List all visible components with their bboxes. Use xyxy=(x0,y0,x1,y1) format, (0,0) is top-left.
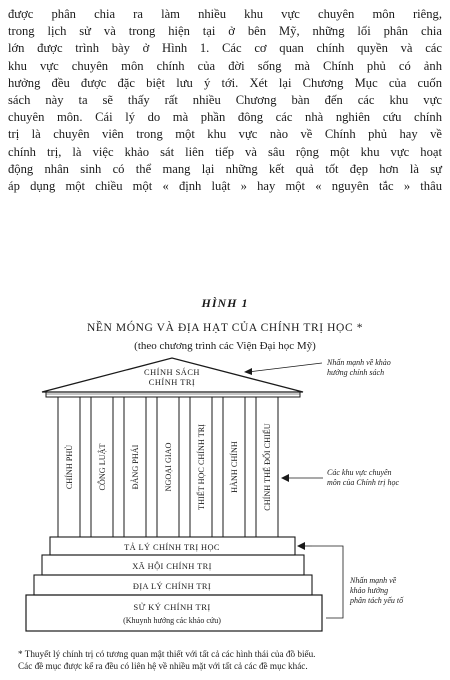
column-label: CHÍNH THỂ ĐỐI CHIẾU xyxy=(263,423,272,511)
annotation-middle xyxy=(281,468,399,487)
pediment-text: CHÍNH SÁCH xyxy=(144,368,200,377)
annotation-text: môn của Chính trị học xyxy=(327,478,399,487)
paragraph-line: hưởng đều được đặc biệt lưu ý tới. Xét lại Chương Mục của cuốn xyxy=(8,75,442,90)
base-label: SỬ KÝ CHÍNH TRỊ xyxy=(133,602,211,612)
annotation-text: phân tách yếu tố xyxy=(350,596,404,605)
paragraph-line: được phân chia ra làm nhiều khu vực chuyên môn riêng, xyxy=(8,7,442,21)
footnote-line: Các đề mục được kể ra đều có liên hệ về nhiều mặt với tất cả các đề mục khác. xyxy=(18,661,308,671)
annotation-bottom xyxy=(297,542,404,618)
step-label: XÃ HỘI CHÍNH TRỊ xyxy=(132,562,212,571)
base-sublabel: (Khuynh hướng các khảo cứu) xyxy=(123,616,221,625)
figure-label: HÌNH 1 xyxy=(201,296,249,310)
paragraph-line: trị là chuyên viên trong một khu vực nào về Chính phủ hay về xyxy=(8,127,442,142)
annotation-text: Nhấn mạnh về xyxy=(350,576,397,585)
figure-title: NỀN MÓNG VÀ ĐỊA HẠT CỦA CHÍNH TRỊ HỌC * xyxy=(86,322,364,334)
column-label: HÀNH CHÍNH xyxy=(230,441,239,493)
paragraph-line: khu vực chuyên môn chính của đời sống mà Chính phủ có ảnh xyxy=(8,58,442,73)
temple-diagram xyxy=(0,356,450,642)
body-paragraph xyxy=(8,6,442,195)
arrow-icon xyxy=(297,542,305,550)
paragraph-line: lớn được trình bày ở Hình 1. Các cơ quan chính quyền và các xyxy=(8,41,442,56)
column-label: ĐẢNG PHÁI xyxy=(131,444,140,490)
step-label: TẢ LÝ CHÍNH TRỊ HỌC xyxy=(124,543,220,552)
annotation-text: khảo hướng xyxy=(350,586,389,595)
paragraph-line: động nhân sinh có thể mang lại những kết quả tốt đẹp hơn là sự xyxy=(8,161,442,176)
base-block xyxy=(26,595,322,631)
paragraph-line: sách này ta sẽ thấy rất nhiều Chương bàn đến các khu vực xyxy=(8,93,442,108)
annotation-text: Các khu vực chuyên xyxy=(327,468,392,477)
columns-group xyxy=(58,397,278,537)
column-label: CÔNG LUẬT xyxy=(98,443,107,491)
paragraph-line: chính trị, là việc khảo sát liên tiếp và sâu rộng một khu vực hoạt xyxy=(8,144,442,159)
entablature xyxy=(46,392,300,397)
column-label: CHÍNH PHỦ xyxy=(65,444,74,490)
paragraph-line: trong lịch sử và trong hiện tại ở bên Mỹ, những lối phân chia xyxy=(8,24,442,39)
annotation-pointer xyxy=(248,363,322,372)
annotation-bracket xyxy=(312,546,343,618)
footnote-line: * Thuyết lý chính trị có tương quan mật thiết với tất cả các hình thái của đồ biểu. xyxy=(18,649,316,659)
figure-subtitle: (theo chương trình các Viện Đại học Mỹ) xyxy=(134,340,316,352)
arrow-icon xyxy=(244,368,252,375)
annotation-text: hướng chính sách xyxy=(327,368,385,377)
pediment-text: CHÍNH TRỊ xyxy=(148,378,196,387)
paragraph-line: áp dụng một chiều một « định luật » hay một « nguyên tắc » thâu xyxy=(8,179,442,194)
column-label: NGOẠI GIAO xyxy=(164,442,173,492)
arrow-icon xyxy=(281,474,289,482)
step-label: ĐỊA LÝ CHÍNH TRỊ xyxy=(132,582,212,591)
annotation-top xyxy=(244,358,391,377)
paragraph-line: chuyên môn. Cái lý do mà phần đông các nhà nghiên cứu chính xyxy=(8,110,442,125)
footnote xyxy=(18,648,440,672)
column-label: THIẾT HỌC CHÍNH TRỊ xyxy=(197,424,206,510)
annotation-text: Nhấn mạnh về khảo xyxy=(327,358,391,367)
